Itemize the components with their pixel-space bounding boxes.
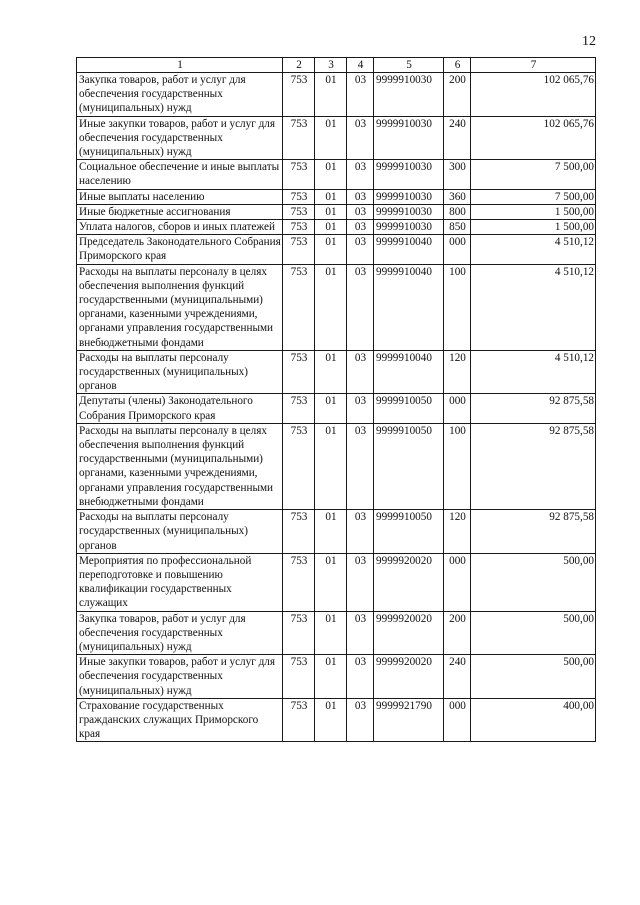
amount-cell: 7 500,00 [471, 160, 596, 189]
expense-name-cell: Закупка товаров, работ и услуг для обеспечения государственных (муниципальных) нужд [77, 73, 283, 117]
section-code-cell: 01 [315, 264, 347, 350]
subsection-code-cell: 03 [347, 116, 374, 160]
column-header-1: 1 [77, 58, 283, 73]
subsection-code-cell: 03 [347, 394, 374, 423]
target-article-cell: 9999910050 [374, 423, 444, 509]
amount-cell: 500,00 [471, 553, 596, 611]
expense-type-cell: 850 [444, 220, 471, 235]
target-article-cell: 9999920020 [374, 655, 444, 699]
expense-type-cell: 000 [444, 553, 471, 611]
subsection-code-cell: 03 [347, 204, 374, 219]
department-code-cell: 753 [283, 235, 315, 264]
section-code-cell: 01 [315, 73, 347, 117]
target-article-cell: 9999910030 [374, 73, 444, 117]
table-row [77, 423, 596, 509]
page-number: 12 [582, 34, 596, 49]
department-code-cell: 753 [283, 220, 315, 235]
subsection-code-cell: 03 [347, 423, 374, 509]
expense-name-cell: Иные закупки товаров, работ и услуг для обеспечения государственных (муниципальных) нужд [77, 116, 283, 160]
expense-type-cell: 000 [444, 698, 471, 742]
budget-table [76, 57, 596, 742]
department-code-cell: 753 [283, 116, 315, 160]
department-code-cell: 753 [283, 553, 315, 611]
expense-type-cell: 100 [444, 423, 471, 509]
amount-cell: 92 875,58 [471, 394, 596, 423]
department-code-cell: 753 [283, 264, 315, 350]
expense-name-cell: Иные закупки товаров, работ и услуг для обеспечения государственных (муниципальных) нужд [77, 655, 283, 699]
column-header-2: 2 [283, 58, 315, 73]
department-code-cell: 753 [283, 423, 315, 509]
amount-cell: 1 500,00 [471, 220, 596, 235]
section-code-cell: 01 [315, 655, 347, 699]
subsection-code-cell: 03 [347, 510, 374, 554]
amount-cell: 500,00 [471, 655, 596, 699]
column-header-5: 5 [374, 58, 444, 73]
table-row [77, 394, 596, 423]
table-row [77, 611, 596, 655]
expense-type-cell: 200 [444, 611, 471, 655]
table-body [77, 73, 596, 742]
department-code-cell: 753 [283, 204, 315, 219]
expense-type-cell: 240 [444, 116, 471, 160]
subsection-code-cell: 03 [347, 73, 374, 117]
target-article-cell: 9999920020 [374, 553, 444, 611]
column-header-3: 3 [315, 58, 347, 73]
column-header-4: 4 [347, 58, 374, 73]
section-code-cell: 01 [315, 698, 347, 742]
expense-type-cell: 000 [444, 394, 471, 423]
expense-type-cell: 120 [444, 510, 471, 554]
department-code-cell: 753 [283, 510, 315, 554]
department-code-cell: 753 [283, 394, 315, 423]
section-code-cell: 01 [315, 160, 347, 189]
target-article-cell: 9999910030 [374, 204, 444, 219]
target-article-cell: 9999910040 [374, 264, 444, 350]
section-code-cell: 01 [315, 611, 347, 655]
section-code-cell: 01 [315, 116, 347, 160]
table-row [77, 698, 596, 742]
table-row [77, 189, 596, 204]
expense-name-cell: Иные выплаты населению [77, 189, 283, 204]
table-row [77, 510, 596, 554]
expense-name-cell: Мероприятия по профессиональной переподготовке и повышению квалификации государственных служащих [77, 553, 283, 611]
amount-cell: 4 510,12 [471, 235, 596, 264]
expense-name-cell: Расходы на выплаты персоналу в целях обеспечения выполнения функций государственными (муниципальными) органами, казенными учреждениями, органами управления государственными внебюджетными фондами [77, 264, 283, 350]
department-code-cell: 753 [283, 611, 315, 655]
expense-type-cell: 360 [444, 189, 471, 204]
amount-cell: 7 500,00 [471, 189, 596, 204]
table-row [77, 655, 596, 699]
department-code-cell: 753 [283, 655, 315, 699]
target-article-cell: 9999920020 [374, 611, 444, 655]
amount-cell: 92 875,58 [471, 423, 596, 509]
amount-cell: 4 510,12 [471, 350, 596, 394]
table-row [77, 160, 596, 189]
subsection-code-cell: 03 [347, 160, 374, 189]
table-row [77, 116, 596, 160]
expense-name-cell: Страхование государственных гражданских служащих Приморского края [77, 698, 283, 742]
table-row [77, 264, 596, 350]
expense-type-cell: 240 [444, 655, 471, 699]
subsection-code-cell: 03 [347, 350, 374, 394]
expense-name-cell: Расходы на выплаты персоналу государственных (муниципальных) органов [77, 510, 283, 554]
amount-cell: 500,00 [471, 611, 596, 655]
section-code-cell: 01 [315, 510, 347, 554]
subsection-code-cell: 03 [347, 220, 374, 235]
department-code-cell: 753 [283, 350, 315, 394]
subsection-code-cell: 03 [347, 553, 374, 611]
section-code-cell: 01 [315, 350, 347, 394]
amount-cell: 102 065,76 [471, 73, 596, 117]
expense-name-cell: Председатель Законодательного Собрания Приморского края [77, 235, 283, 264]
column-header-6: 6 [444, 58, 471, 73]
section-code-cell: 01 [315, 204, 347, 219]
target-article-cell: 9999910050 [374, 394, 444, 423]
subsection-code-cell: 03 [347, 189, 374, 204]
target-article-cell: 9999910030 [374, 116, 444, 160]
target-article-cell: 9999910050 [374, 510, 444, 554]
department-code-cell: 753 [283, 698, 315, 742]
section-code-cell: 01 [315, 189, 347, 204]
target-article-cell: 9999910030 [374, 189, 444, 204]
column-header-7: 7 [471, 58, 596, 73]
section-code-cell: 01 [315, 235, 347, 264]
expense-name-cell: Депутаты (члены) Законодательного Собрания Приморского края [77, 394, 283, 423]
expense-type-cell: 100 [444, 264, 471, 350]
expense-name-cell: Закупка товаров, работ и услуг для обеспечения государственных (муниципальных) нужд [77, 611, 283, 655]
expense-type-cell: 000 [444, 235, 471, 264]
subsection-code-cell: 03 [347, 264, 374, 350]
expense-name-cell: Социальное обеспечение и иные выплаты населению [77, 160, 283, 189]
table-row [77, 553, 596, 611]
expense-type-cell: 800 [444, 204, 471, 219]
target-article-cell: 9999910030 [374, 220, 444, 235]
expense-type-cell: 300 [444, 160, 471, 189]
department-code-cell: 753 [283, 189, 315, 204]
header-row [77, 58, 596, 73]
subsection-code-cell: 03 [347, 611, 374, 655]
expense-name-cell: Расходы на выплаты персоналу в целях обеспечения выполнения функций государственными (муниципальными) органами, казенными учреждениями, органами управления государственными внебюджетными фондами [77, 423, 283, 509]
table-row [77, 73, 596, 117]
amount-cell: 4 510,12 [471, 264, 596, 350]
table-row [77, 235, 596, 264]
subsection-code-cell: 03 [347, 655, 374, 699]
amount-cell: 400,00 [471, 698, 596, 742]
section-code-cell: 01 [315, 220, 347, 235]
department-code-cell: 753 [283, 160, 315, 189]
expense-name-cell: Расходы на выплаты персоналу государственных (муниципальных) органов [77, 350, 283, 394]
section-code-cell: 01 [315, 394, 347, 423]
subsection-code-cell: 03 [347, 698, 374, 742]
target-article-cell: 9999910030 [374, 160, 444, 189]
table-row [77, 204, 596, 219]
expense-name-cell: Иные бюджетные ассигнования [77, 204, 283, 219]
target-article-cell: 9999921790 [374, 698, 444, 742]
department-code-cell: 753 [283, 73, 315, 117]
target-article-cell: 9999910040 [374, 235, 444, 264]
table-row [77, 350, 596, 394]
target-article-cell: 9999910040 [374, 350, 444, 394]
expense-type-cell: 120 [444, 350, 471, 394]
amount-cell: 1 500,00 [471, 204, 596, 219]
amount-cell: 102 065,76 [471, 116, 596, 160]
subsection-code-cell: 03 [347, 235, 374, 264]
section-code-cell: 01 [315, 423, 347, 509]
amount-cell: 92 875,58 [471, 510, 596, 554]
section-code-cell: 01 [315, 553, 347, 611]
expense-name-cell: Уплата налогов, сборов и иных платежей [77, 220, 283, 235]
expense-type-cell: 200 [444, 73, 471, 117]
table-row [77, 220, 596, 235]
